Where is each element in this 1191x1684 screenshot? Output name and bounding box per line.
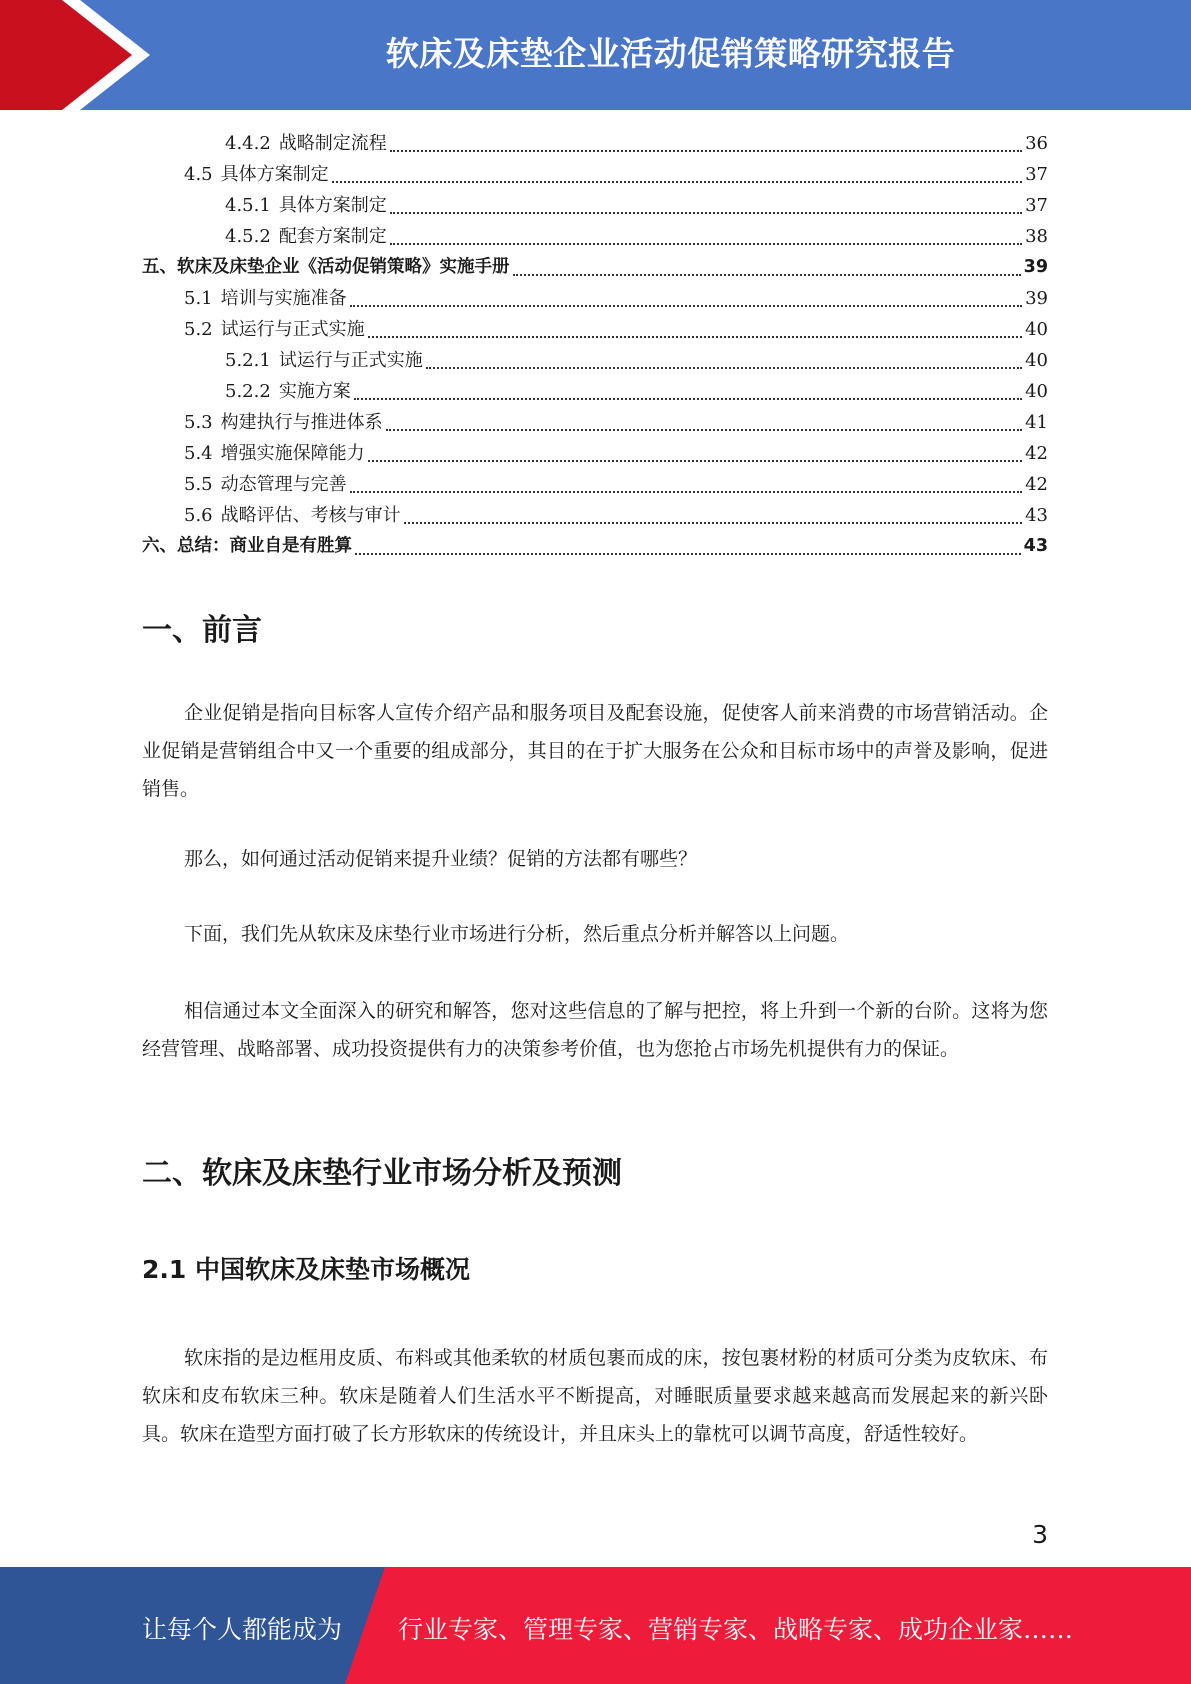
toc-entry-title: 战略评估、考核与审计	[220, 505, 401, 526]
toc-entry-number: 5.2	[184, 319, 213, 340]
toc-entry[interactable]	[142, 252, 1048, 283]
paragraph: 企业促销是指向目标客人宣传介绍产品和服务项目及配套设施，促使客人前来消费的市场营销活动。企业促销是营销组合中又一个重要的组成部分，其目的在于扩大服务在公众和目标市场中的声誉及影响，促进销售。	[142, 702, 1048, 800]
toc-entry-title: 具体方案制定	[220, 164, 329, 185]
toc-leader-dots	[355, 531, 1021, 555]
toc-entry-page: 40	[1025, 319, 1048, 340]
toc-entry-title: 配套方案制定	[278, 226, 387, 247]
toc-leader-dots	[354, 376, 1022, 400]
toc-leader-dots	[350, 283, 1022, 307]
toc-entry[interactable]	[142, 345, 1048, 376]
toc-entry-page: 41	[1025, 412, 1048, 433]
page-footer	[0, 1567, 1191, 1684]
toc-leader-dots	[332, 159, 1022, 183]
toc-leader-dots	[404, 500, 1022, 524]
toc-entry-number: 5.4	[184, 443, 213, 464]
paragraph: 相信通过本文全面深入的研究和解答，您对这些信息的了解与把控，将上升到一个新的台阶。这将为您经营管理、战略部署、成功投资提供有力的决策参考价值，也为您抢占市场先机提供有力的保证。	[142, 1000, 1048, 1060]
toc-entry-title: 总结：商业自是有胜算	[177, 536, 352, 556]
page-header	[0, 0, 1191, 110]
toc-entry-page: 39	[1023, 257, 1048, 277]
toc-entry[interactable]	[142, 190, 1048, 221]
toc-entry-number: 5.3	[184, 412, 213, 433]
toc-entry-title: 增强实施保障能力	[220, 443, 365, 464]
toc-entry[interactable]	[142, 438, 1048, 469]
toc-leader-dots	[390, 190, 1022, 214]
toc-entry-page: 37	[1025, 195, 1048, 216]
toc-leader-dots	[513, 252, 1021, 276]
paragraph: 那么，如何通过活动促销来提升业绩？促销的方法都有哪些？	[184, 848, 698, 870]
toc-entry-number: 5.6	[184, 505, 213, 526]
toc-leader-dots	[390, 221, 1022, 245]
toc-entry[interactable]	[142, 221, 1048, 252]
toc-entry-page: 42	[1025, 443, 1048, 464]
toc-entry-page: 37	[1025, 164, 1048, 185]
toc-entry-number: 4.5	[184, 164, 213, 185]
section-heading-market-analysis: 二、软床及床垫行业市场分析及预测	[142, 1156, 622, 1191]
toc-leader-dots	[390, 128, 1022, 152]
toc-entry-page: 39	[1025, 288, 1048, 309]
report-title: 软床及床垫企业活动促销策略研究报告	[385, 34, 956, 73]
toc-entry[interactable]	[142, 128, 1048, 159]
toc-entry-page: 38	[1025, 226, 1048, 247]
toc-leader-dots	[426, 345, 1022, 369]
toc-entry[interactable]	[142, 283, 1048, 314]
toc-entry-title: 软床及床垫企业《活动促销策略》实施手册	[177, 257, 510, 277]
page-number: 3	[1032, 1520, 1048, 1549]
toc-entry-number: 六、	[142, 536, 177, 556]
toc-entry-page: 40	[1025, 381, 1048, 402]
toc-entry-page: 43	[1025, 505, 1048, 526]
toc-entry-number: 5.2.1	[225, 350, 271, 371]
toc-entry-title: 动态管理与完善	[220, 474, 347, 495]
footer-slogan-right: 行业专家、管理专家、营销专家、战略专家、成功企业家……	[398, 1615, 1074, 1644]
toc-entry-title: 构建执行与推进体系	[220, 412, 383, 433]
toc-entry-number: 4.5.1	[225, 195, 271, 216]
toc-entry-number: 4.4.2	[225, 133, 271, 154]
paragraph: 软床指的是边框用皮质、布料或其他柔软的材质包裹而成的床，按包裹材粉的材质可分类为皮软床、布软床和皮布软床三种。软床是随着人们生活水平不断提高，对睡眠质量要求越来越高而发展起来的新兴卧具。软床在造型方面打破了长方形软床的传统设计，并且床头上的靠枕可以调节高度，舒适性较好。	[142, 1347, 1048, 1445]
toc-entry-title: 培训与实施准备	[220, 288, 347, 309]
section-heading-preface: 一、前言	[142, 613, 262, 648]
toc-entry-number: 5.1	[184, 288, 213, 309]
toc-entry[interactable]	[142, 531, 1048, 562]
subsection-heading: 2.1 中国软床及床垫市场概况	[142, 1255, 470, 1284]
toc-entry-title: 试运行与正式实施	[220, 319, 365, 340]
paragraph: 下面，我们先从软床及床垫行业市场进行分析，然后重点分析并解答以上问题。	[184, 923, 850, 945]
toc-entry-page: 36	[1025, 133, 1048, 154]
toc-entry-title: 具体方案制定	[278, 195, 387, 216]
toc-leader-dots	[350, 469, 1022, 493]
toc-entry-number: 五、	[142, 257, 177, 277]
toc-entry-page: 40	[1025, 350, 1048, 371]
toc-entry-number: 5.5	[184, 474, 213, 495]
footer-slogan-left: 让每个人都能成为	[142, 1615, 343, 1644]
toc-entry[interactable]	[142, 376, 1048, 407]
table-of-contents	[142, 128, 1048, 562]
toc-leader-dots	[368, 314, 1022, 338]
toc-entry-number: 5.2.2	[225, 381, 271, 402]
toc-entry-number: 4.5.2	[225, 226, 271, 247]
toc-entry[interactable]	[142, 159, 1048, 190]
toc-entry-page: 43	[1023, 536, 1048, 556]
toc-leader-dots	[368, 438, 1022, 462]
toc-entry-title: 实施方案	[278, 381, 351, 402]
toc-entry[interactable]	[142, 407, 1048, 438]
toc-entry[interactable]	[142, 469, 1048, 500]
toc-entry-title: 战略制定流程	[278, 133, 387, 154]
toc-entry-title: 试运行与正式实施	[278, 350, 423, 371]
toc-entry[interactable]	[142, 500, 1048, 531]
toc-leader-dots	[386, 407, 1022, 431]
toc-entry[interactable]	[142, 314, 1048, 345]
toc-entry-page: 42	[1025, 474, 1048, 495]
